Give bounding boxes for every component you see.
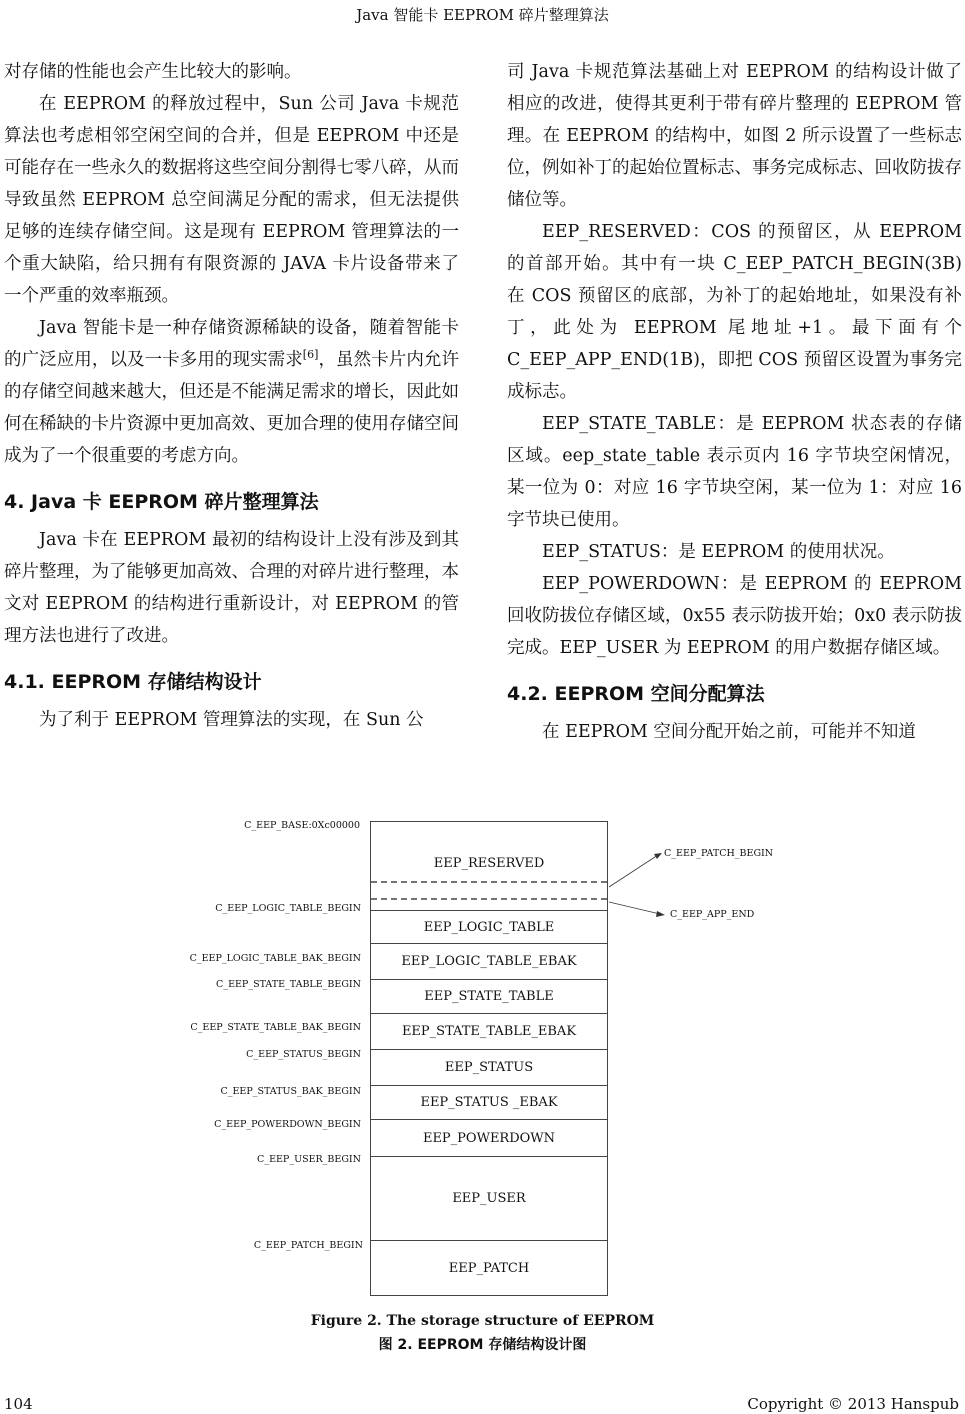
left-label: C_EEP_STATUS_BAK_BEGIN — [220, 1086, 361, 1097]
box-eep-user: EEP_USER — [370, 1157, 608, 1241]
paragraph-text: ，虽然卡片内允许的存储空间越来越大，但还是不能满足需求的增长，因此如何在稀缺的卡片资源中更加高效、更加合理的使用存储空间成为了一个很重要的考虑方向。 — [4, 350, 460, 466]
left-label: C_EEP_STATUS_BEGIN — [246, 1049, 361, 1060]
figure-caption-zh: 图 2. EEPROM 存储结构设计图 — [378, 1337, 587, 1353]
box-eep-status: EEP_STATUS — [370, 1050, 608, 1086]
left-label: C_EEP_LOGIC_TABLE_BAK_BEGIN — [189, 953, 361, 964]
section-heading: 4. Java 卡 EEPROM 碎片整理算法 — [4, 491, 319, 513]
paragraph: 对存储的性能也会产生比较大的影响。 — [4, 62, 302, 82]
box-eep-logic-table: EEP_LOGIC_TABLE — [370, 911, 608, 944]
box-eep-powerdown: EEP_POWERDOWN — [370, 1120, 608, 1157]
arrowhead-icon — [654, 853, 662, 859]
paragraph: 为了利于 EEPROM 管理算法的实现，在 Sun 公 — [39, 710, 424, 730]
box-eep-state-table-ebak: EEP_STATE_TABLE_EBAK — [370, 1014, 608, 1050]
app-end-arrow — [609, 902, 660, 914]
right-column — [507, 56, 962, 748]
paragraph: EEP_POWERDOWN：是 EEPROM 的 EEPROM 回收防拔位存储区域，0x55 表示防拔开始；0x0 表示防拔完成。EEP_USER 为 EEPROM 的用户数据存储区域。 — [507, 574, 962, 658]
base-address-label: C_EEP_BASE:0Xc00000 — [244, 820, 360, 831]
paragraph: EEP_RESERVED：COS 的预留区，从 EEPROM 的首部开始。其中有一块 C_EEP_PATCH_BEGIN(3B) 在 COS 预留区的底部，为补丁的起始地址，如果没有补丁，此处为 EEPROM 尾地址+1。最下面有个 C_EEP_APP_END(1B)，即把 COS 预留区设置为事务完成标志。 — [507, 222, 962, 402]
paragraph-text: Java 智能卡是一种存储资源稀缺的设备，随着智能卡的广泛应用，以及一卡多用的现实需求 — [4, 318, 459, 370]
paragraph — [4, 312, 459, 472]
paragraph: EEP_STATUS：是 EEPROM 的使用状况。 — [542, 542, 895, 562]
citation-ref: [6] — [302, 348, 319, 362]
paragraph: 在 EEPROM 的释放过程中，Sun 公司 Java 卡规范算法也考虑相邻空闲空间的合并，但是 EEPROM 中还是可能存在一些永久的数据将这些空间分割得七零八碎，从而导致虽然 EEPROM 总空间满足分配的需求，但无法提供足够的连续存储空间。这是现有 EEPROM 管理算法的一个重大缺陷，给只拥有有限资源的 JAVA 卡片设备带来了一个严重的效率瓶颈。 — [4, 94, 459, 306]
box-eep-logic-table-ebak: EEP_LOGIC_TABLE_EBAK — [370, 944, 608, 980]
copyright-notice: Copyright © 2013 Hanspub — [747, 1395, 959, 1413]
running-header: Java 智能卡 EEPROM 碎片整理算法 — [356, 6, 609, 24]
box-eep-patch: EEP_PATCH — [370, 1241, 608, 1296]
figure-caption-en: Figure 2. The storage structure of EEPROM — [310, 1313, 655, 1329]
section-heading: 4.2. EEPROM 空间分配算法 — [507, 683, 765, 705]
arrowhead-icon — [656, 911, 665, 917]
paragraph: Java 卡在 EEPROM 最初的结构设计上没有涉及到其碎片整理，为了能够更加高效、合理的对碎片进行整理，本文对 EEPROM 的结构进行重新设计，对 EEPROM 的管理方法也进行了改进。 — [4, 530, 459, 646]
right-label: C_EEP_PATCH_BEGIN — [664, 848, 774, 859]
patch-begin-arrow — [609, 855, 658, 887]
left-column — [4, 56, 459, 736]
left-label: C_EEP_LOGIC_TABLE_BEGIN — [215, 903, 361, 914]
page-number: 104 — [4, 1395, 33, 1413]
box-eep-status-ebak: EEP_STATUS _EBAK — [370, 1086, 608, 1120]
paragraph: EEP_STATE_TABLE：是 EEPROM 状态表的存储区域。eep_state_table 表示页内 16 字节块空闲情况，某一位为 0：对应 16 字节块空闲，某一位为 1：对应 16 字节块已使用。 — [507, 414, 962, 530]
left-label: C_EEP_POWERDOWN_BEGIN — [214, 1119, 361, 1130]
box-eep-state-table: EEP_STATE_TABLE — [370, 980, 608, 1014]
box-eep-reserved: EEP_RESERVED — [370, 821, 608, 911]
right-label: C_EEP_APP_END — [670, 909, 755, 920]
left-label: C_EEP_STATE_TABLE_BEGIN — [216, 979, 361, 990]
section-heading: 4.1. EEPROM 存储结构设计 — [4, 671, 262, 693]
left-label: C_EEP_USER_BEGIN — [257, 1154, 361, 1165]
left-label: C_EEP_STATE_TABLE_BAK_BEGIN — [190, 1022, 361, 1033]
left-label: C_EEP_PATCH_BEGIN — [253, 1240, 363, 1251]
paragraph: 在 EEPROM 空间分配开始之前，可能并不知道 — [542, 722, 916, 742]
paragraph: 司 Java 卡规范算法基础上对 EEPROM 的结构设计做了相应的改进，使得其更利于带有碎片整理的 EEPROM 管理。在 EEPROM 的结构中，如图 2 所示设置了一些标志位，例如补丁的起始位置标志、事务完成标志、回收防拔存储位等。 — [507, 62, 962, 210]
